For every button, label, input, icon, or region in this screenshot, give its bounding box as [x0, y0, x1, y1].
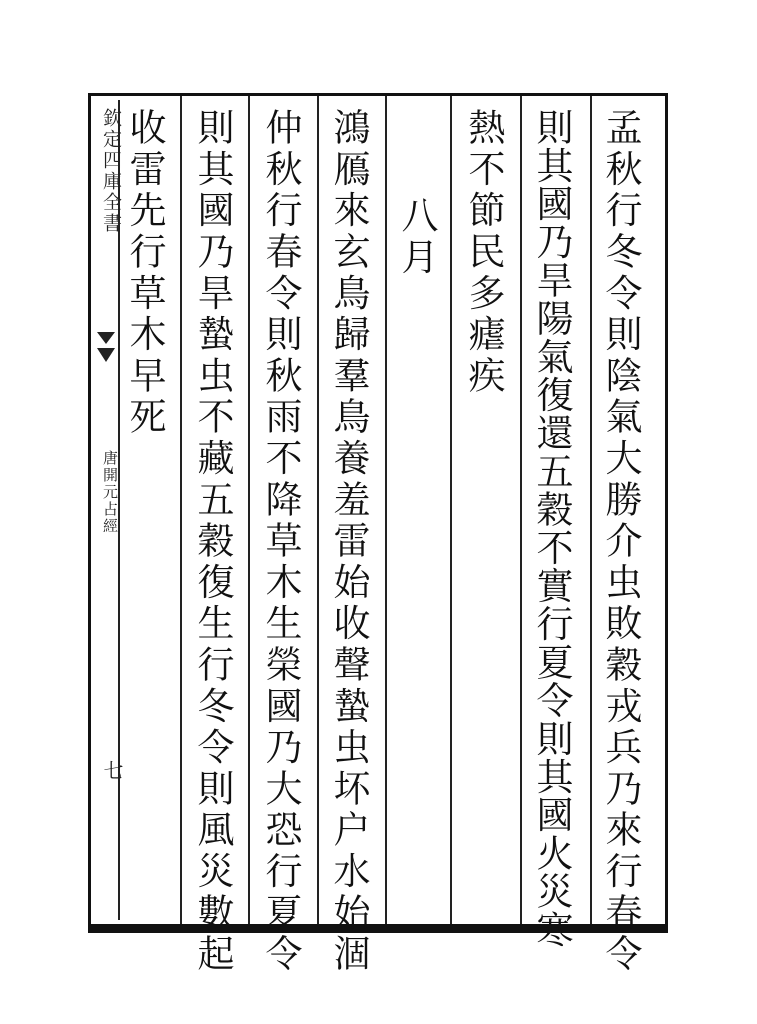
column-rule [180, 96, 182, 924]
text-column-3: 熱不節民多瘧疾 [462, 108, 505, 398]
column-rule [385, 96, 387, 924]
book-title: 唐開元占經 [101, 450, 119, 535]
text-column-5: 鴻鴈來玄鳥歸羣鳥養羞雷始收聲蟄虫坏户水始涸 [327, 108, 370, 976]
text-column-7: 則其國乃旱蟄虫不藏五穀復生行冬令則風災數起 [191, 108, 234, 976]
section-heading: 八月 [395, 196, 438, 279]
fish-tail-mark-icon [95, 330, 117, 364]
column-rule [450, 96, 452, 924]
text-column-1: 孟秋行冬令則陰氣大勝介虫敗穀戎兵乃來行春令 [599, 108, 642, 976]
text-column-8: 收雷先行草木早死 [123, 108, 166, 439]
page-border-bottom [88, 924, 668, 930]
column-rule [520, 96, 522, 924]
text-column-2: 則其國乃旱陽氣復還五穀不實行夏令則其國火災寒 [530, 108, 573, 949]
column-rule [248, 96, 250, 924]
collection-title: 欽定四庫全書 [100, 108, 122, 234]
page-number: 七 [100, 760, 124, 780]
column-rule [590, 96, 592, 924]
column-rule [317, 96, 319, 924]
text-column-6: 仲秋行春令則秋雨不降草木生榮國乃大恐行夏令 [259, 108, 302, 976]
page-border [88, 93, 668, 933]
